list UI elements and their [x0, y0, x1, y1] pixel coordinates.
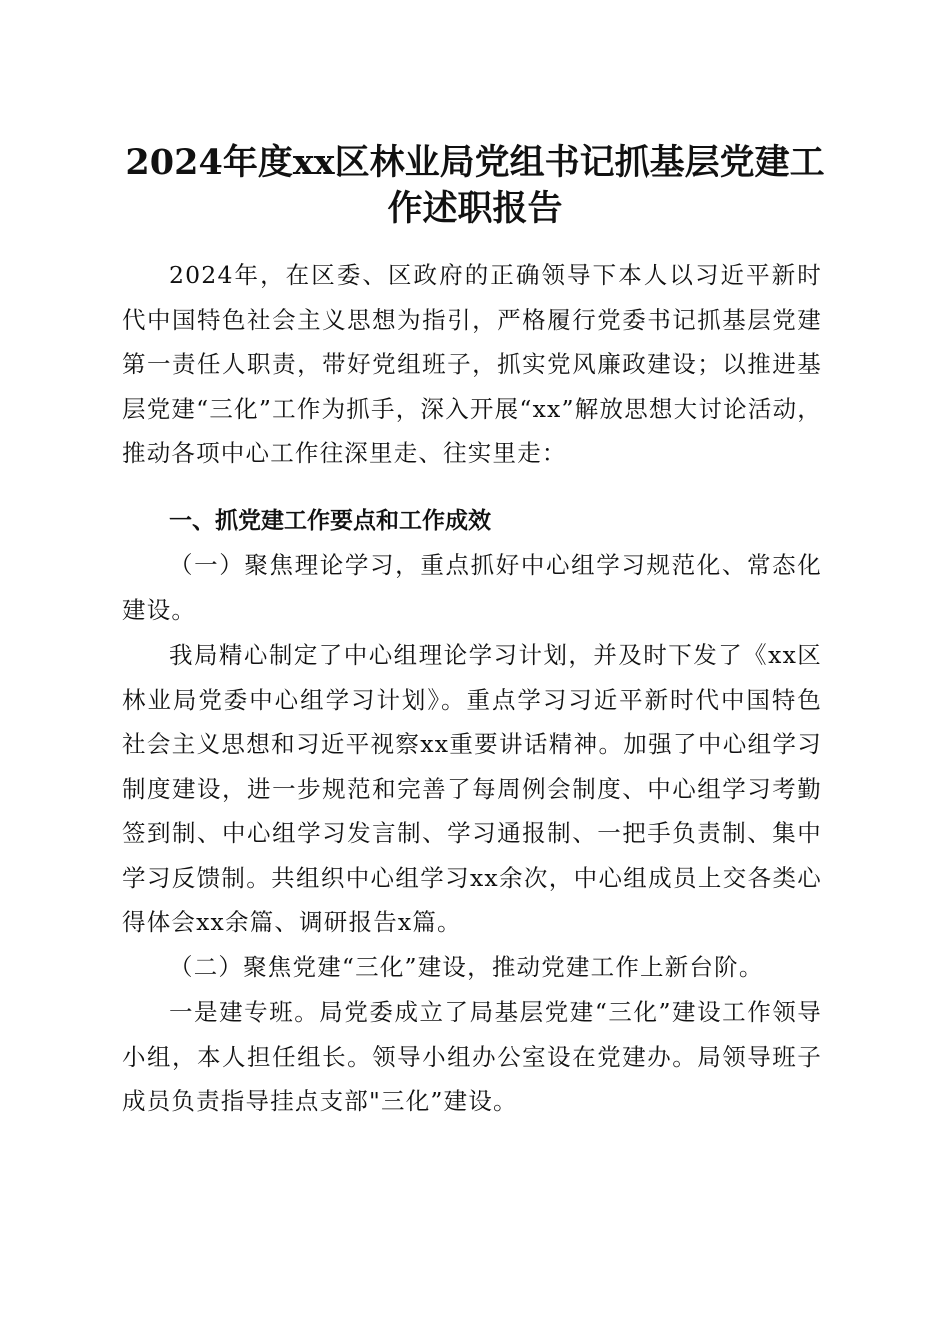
subsection-2-lead: 一是建专班。	[169, 998, 320, 1026]
document-title-line-2: 作述职报告	[387, 188, 563, 229]
subsection-2-body	[122, 990, 822, 1124]
subsection-1-body: 我局精心制定了中心组理论学习计划，并及时下发了《xx区林业局党委中心组学习计划》。重点学习习近平新时代中国特色社会主义思想和习近平视察xx重要讲话精神。加强了中心组学习制度建设，进一步规范和完善了每周例会制度、中心组学习考勤签到制、中心组学习发言制、学习通报制、一把手负责制、集中学习反馈制。共组织中心组学习xx余次，中心组成员上交各类心得体会xx余篇、调研报告x篇。	[122, 641, 822, 936]
intro-paragraph: 2024年，在区委、区政府的正确领导下本人以习近平新时代中国特色社会主义思想为指引，严格履行党委书记抓基层党建第一责任人职责，带好党组班子，抓实党风廉政建设；以推进基层党建“三化”工作为抓手，深入开展“xx”解放思想大讨论活动，推动各项中心工作往深里走、往实里走：	[122, 261, 822, 467]
subsection-heading-2: （二）聚焦党建“三化”建设，推动党建工作上新台阶。	[169, 953, 764, 981]
subsection-2-text: 局党委成立了局基层党建“三化”建设工作领导小组，本人担任组长。领导小组办公室设在党建办。局领导班子成员负责指导挂点支部"三化”建设。	[122, 998, 822, 1115]
subsection-heading-1: （一）聚焦理论学习，重点抓好中心组学习规范化、常态化建设。	[122, 551, 822, 624]
section-heading-1: 一、抓党建工作要点和工作成效	[169, 508, 491, 534]
document-title-line-1: 2024年度xx区林业局党组书记抓基层党建工	[125, 142, 825, 183]
